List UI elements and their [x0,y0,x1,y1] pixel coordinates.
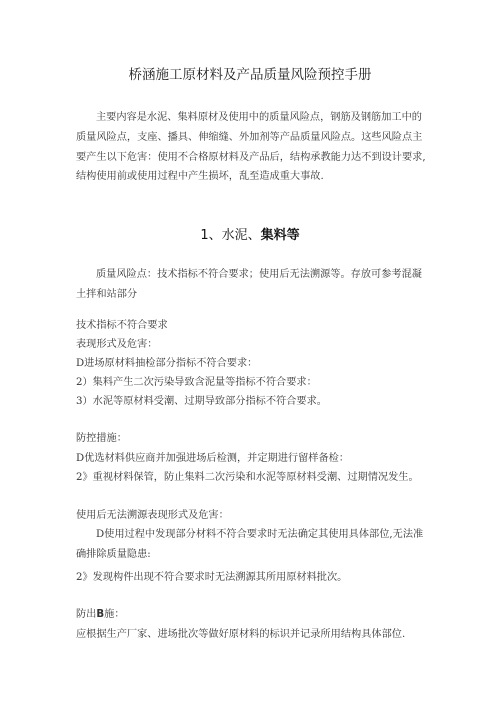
subsection-2-item-2: 2》发现构件出现不符合要求时无法溯源其所用原材料批次。 [76,572,348,583]
intro-text: 主要内容是水泥、集料原材及使用中的质量风险点，钢筋及钢筋加工中的质量风险点，支座、播具、伸缩缝、外加剂等产品质量风险点。这些风险点主要产生以下危害：使用不合格原材料及产品后，结构承教能力达不到设计要求,结构使用前或使用过程中产生损坏，乱至造成重大事故. [76,112,426,183]
prevention-2-heading-suffix: 施： [104,609,125,620]
prevention-1-heading: 防控措施： [76,433,127,444]
subsection-1-item-2: 2）集料产生二次污染导致含泥量等指标不符合要求： [76,377,317,388]
subsection-1-heading: 技术指标不符合要求 [76,320,168,331]
section-1-heading [0,227,500,245]
subsection-2-item-1 [76,525,426,565]
prevention-2-item-1: 应根据生产厂家、进场批次等做好原材料的标识并记录所用结构具体部位. [76,629,406,640]
section-1-title-bold: 集料等 [260,228,300,243]
prevention-2-heading [76,608,125,622]
intro-paragraph [76,108,426,187]
subsection-1-item-1: D进场原材料抽检部分指标不符合要求： [76,358,258,369]
subsection-2-item-1-text: D使用过程中发现部分材料不符合要求时无法确定其使用具体部位,无法准确排除质量隐患: [76,529,424,560]
prevention-2-heading-prefix: 防出 [76,609,97,620]
prevention-1-item-1: D优选材料供应商并加强进场后检测，并定期进行留样备检： [76,453,350,464]
document-title: 桥涵施工原材料及产品质量风险预控手册 [128,67,372,83]
section-1-number: 1、 [200,228,222,243]
section-1-title-plain: 水泥、 [221,228,261,243]
subsection-1-item-3: 3）水泥等原材料受潮、过期导致部分指标不符合要求。 [76,396,327,407]
prevention-1-item-2: 2》重视材料保管，防止集料二次污染和水泥等原材料受潮、过期情况发生。 [76,472,419,483]
subsection-1-manifest-label: 表现形式及危害： [76,339,158,350]
subsection-2-heading: 使用后无法溯源表现形式及危害： [76,510,229,521]
prevention-2-heading-bold: B [96,609,105,620]
section-1-summary [76,265,426,305]
section-1-summary-text: 质量风险点：技术指标不符合要求；使用后无法溯源等。存放可参考混凝土拌和站部分 [76,269,422,300]
